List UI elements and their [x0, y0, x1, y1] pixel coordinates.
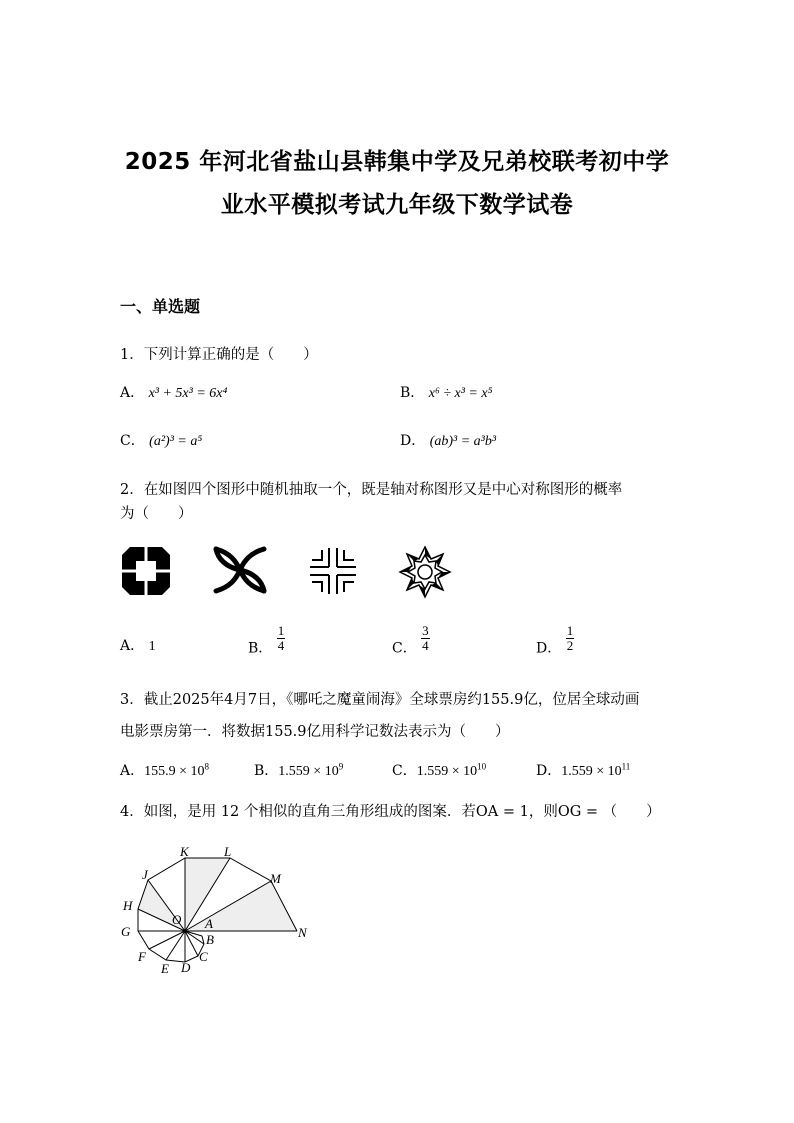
q1-option-b-label: B．	[400, 385, 425, 401]
q3-option-a	[120, 760, 209, 780]
q4-stem: 4．如图，是用 12 个相似的直角三角形组成的图案．若OA = 1，则OG = （ ）	[120, 804, 661, 820]
q1-option-d	[400, 430, 496, 450]
figure-line-cross	[308, 546, 358, 596]
q2-option-b	[248, 624, 285, 658]
q2-option-d	[536, 624, 574, 658]
q4-point-a: A	[205, 916, 213, 931]
q4-point-b: B	[206, 932, 214, 947]
q3-stem-line-1: 3．截止2025年4月7日，《哪吒之魔童闹海》全球票房约155.9亿，位居全球动画	[120, 692, 640, 708]
q1-option-d-label: D．	[400, 433, 426, 449]
page-title-line-2: 业水平模拟考试九年级下数学试卷	[220, 192, 574, 218]
q4-point-j: J	[142, 867, 148, 882]
q2-option-d-numerator: 1	[566, 623, 574, 638]
q4-point-l: L	[224, 844, 232, 859]
q3-option-d	[536, 760, 630, 780]
q2-option-c-label: C．	[392, 640, 417, 657]
q1-option-c	[120, 430, 202, 450]
q2-option-b-label: B．	[248, 640, 273, 657]
q2-stem-line-2: 为（ ）	[120, 506, 193, 522]
q2-option-c-numerator: 3	[422, 623, 429, 638]
figure-square-logo	[120, 545, 172, 597]
q1-option-d-expr: (ab)³ = a³b³	[429, 434, 497, 449]
q3-option-d-exponent: 11	[621, 761, 631, 772]
q4-point-f: F	[138, 949, 146, 964]
q1-option-a-expr: x³ + 5x³ = 6x⁴	[148, 386, 228, 401]
q3-option-a-label: A．	[120, 763, 145, 779]
q2-option-a-value: 1	[148, 639, 156, 654]
q3-option-a-base: 155.9 × 10	[144, 764, 205, 779]
q1-option-a-label: A．	[120, 385, 145, 401]
figure-petal-cross	[212, 545, 268, 595]
figure-star-flower	[398, 545, 452, 599]
q2-option-d-denominator: 2	[566, 638, 574, 653]
q3-option-c-label: C．	[392, 763, 417, 779]
q3-option-b-label: B．	[254, 763, 279, 779]
q2-option-c	[392, 624, 430, 658]
page-title-line-1: 2025 年河北省盐山县韩集中学及兄弟校联考初中学	[124, 149, 670, 175]
q3-option-b-base: 1.559 × 10	[278, 764, 339, 779]
q1-option-c-expr: (a²)³ = a⁵	[149, 434, 203, 449]
q4-point-k: K	[180, 844, 189, 859]
q1-option-b-expr: x⁶ ÷ x³ = x⁵	[428, 386, 493, 401]
q4-point-m: M	[270, 871, 281, 886]
q1-option-a	[120, 382, 227, 402]
q3-option-a-exponent: 8	[204, 761, 210, 772]
q4-point-c: C	[199, 949, 208, 964]
q2-option-d-label: D．	[536, 640, 562, 657]
q3-option-b	[254, 760, 343, 780]
q2-option-a-label: A．	[120, 638, 145, 654]
q2-option-c-denominator: 4	[422, 638, 429, 653]
q2-option-b-numerator: 1	[277, 623, 285, 638]
q3-option-c	[392, 760, 486, 780]
q4-point-g: G	[121, 924, 131, 939]
q2-stem-line-1: 2．在如图四个图形中随机抽取一个，既是轴对称图形又是中心对称图形的概率	[120, 482, 623, 498]
q4-point-d: D	[181, 960, 191, 975]
q4-point-e: E	[161, 961, 169, 976]
q1-option-c-label: C．	[120, 433, 145, 449]
q2-option-b-denominator: 4	[277, 638, 285, 653]
q3-option-d-label: D．	[536, 763, 562, 779]
q3-option-b-exponent: 9	[338, 761, 344, 772]
q3-option-d-base: 1.559 × 10	[561, 764, 622, 779]
q3-option-c-base: 1.559 × 10	[416, 764, 478, 779]
q4-point-o: O	[172, 912, 182, 927]
q2-option-a	[120, 635, 156, 655]
q1-option-b	[400, 382, 492, 402]
q1-stem: 1．下列计算正确的是（ ）	[120, 347, 318, 363]
section-heading-single-choice: 一、单选题	[120, 297, 201, 316]
q4-point-n: N	[298, 925, 307, 940]
q4-spiral-figure	[118, 840, 318, 980]
q4-point-h: H	[123, 898, 133, 913]
q3-stem-line-2: 电影票房第一．将数据155.9亿用科学记数法表示为（ ）	[120, 724, 510, 740]
q3-option-c-exponent: 10	[477, 761, 487, 772]
